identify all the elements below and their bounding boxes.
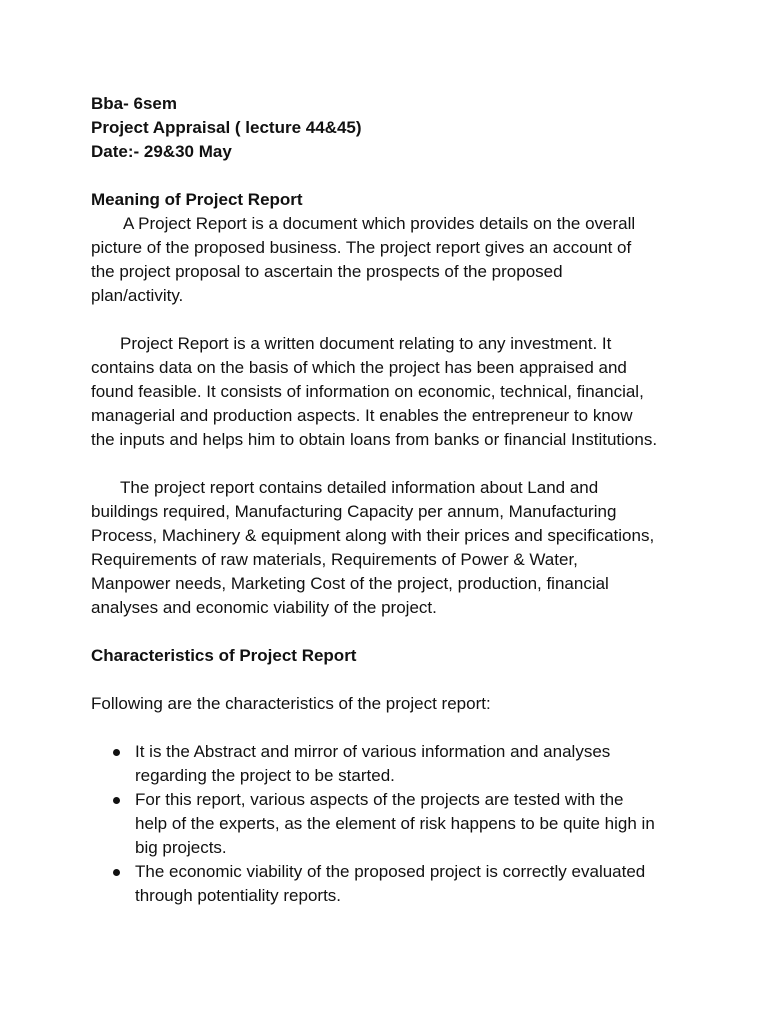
paragraph-meaning-1 — [91, 212, 691, 308]
paragraph-line: the inputs and helps him to obtain loans from banks or financial Institutions. — [91, 430, 658, 449]
paragraph-line: A Project Report is a document which provides details on the overall — [123, 214, 636, 233]
section-heading-characteristics: Characteristics of Project Report — [91, 646, 357, 665]
paragraph-line: the project proposal to ascertain the prospects of the proposed — [91, 262, 563, 281]
paragraph-line: found feasible. It consists of information on economic, technical, financial, — [91, 382, 644, 401]
subject-line: Project Appraisal ( lecture 44&45) — [91, 118, 362, 137]
paragraph-line: managerial and production aspects. It enables the entrepreneur to know — [91, 406, 633, 425]
paragraph-meaning-3 — [91, 476, 691, 620]
bullet-icon — [113, 797, 120, 804]
spacer — [91, 620, 691, 644]
paragraph-line: Manpower needs, Marketing Cost of the project, production, financial — [91, 574, 609, 593]
spacer — [91, 716, 691, 740]
list-item-line: It is the Abstract and mirror of various information and analyses — [135, 742, 611, 761]
date-line: Date:- 29&30 May — [91, 142, 232, 161]
characteristics-list — [91, 740, 691, 908]
list-item — [91, 860, 691, 908]
list-item-line: regarding the project to be started. — [135, 766, 395, 785]
paragraph-line: analyses and economic viability of the project. — [91, 598, 437, 617]
paragraph-line: picture of the proposed business. The project report gives an account of — [91, 238, 632, 257]
paragraph-line: buildings required, Manufacturing Capacity per annum, Manufacturing — [91, 502, 617, 521]
bullet-icon — [113, 869, 120, 876]
paragraph-meaning-2 — [91, 332, 691, 452]
characteristics-intro: Following are the characteristics of the project report: — [91, 694, 491, 713]
bullet-icon — [113, 749, 120, 756]
paragraph-line: plan/activity. — [91, 286, 184, 305]
section-heading-meaning: Meaning of Project Report — [91, 190, 303, 209]
paragraph-line: Process, Machinery & equipment along with their prices and specifications, — [91, 526, 655, 545]
list-item-line: For this report, various aspects of the projects are tested with the — [135, 790, 624, 809]
paragraph-line: contains data on the basis of which the project has been appraised and — [91, 358, 627, 377]
course-line: Bba- 6sem — [91, 94, 177, 113]
list-item — [91, 740, 691, 788]
list-item-line: big projects. — [135, 838, 227, 857]
spacer — [91, 308, 691, 332]
list-item-line: help of the experts, as the element of risk happens to be quite high in — [135, 814, 655, 833]
list-item-line: The economic viability of the proposed project is correctly evaluated — [135, 862, 646, 881]
spacer — [91, 668, 691, 692]
list-item — [91, 788, 691, 860]
paragraph-line: Requirements of raw materials, Requirements of Power & Water, — [91, 550, 578, 569]
list-item-line: through potentiality reports. — [135, 886, 342, 905]
document-body — [91, 92, 691, 908]
paragraph-line: Project Report is a written document relating to any investment. It — [120, 334, 612, 353]
paragraph-line: The project report contains detailed information about Land and — [120, 478, 599, 497]
spacer — [91, 164, 691, 188]
spacer — [91, 452, 691, 476]
